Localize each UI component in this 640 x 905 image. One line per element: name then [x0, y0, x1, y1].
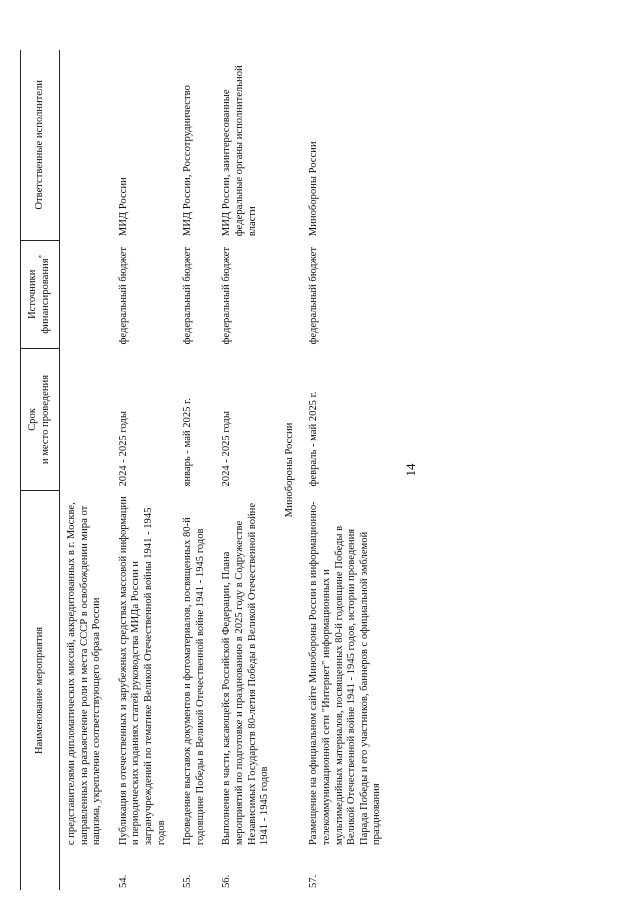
table-row: [60, 50, 112, 890]
row-term: январь - май 2025 г.: [182, 398, 194, 487]
row-number: 55.: [182, 874, 194, 888]
row-name: Размещение на официальном сайте Минобороны России в информационно-телекоммуникационной сети "Интернет" информационных и мультимедийных материалов, посвященных 80-й годовщине Победы в Великой Отечественной войне 1941 - 1945 годов, истории проведения Парада Победы и его участников, баннеров с официальной эмблемой празднования: [308, 501, 383, 846]
header-source-line1: Источники: [27, 269, 39, 320]
header-source: [21, 240, 60, 348]
table-header-row: [21, 50, 60, 890]
row-responsible: МИД России, заинтересованные федеральные органы исполнительной власти: [221, 65, 258, 237]
row-term: февраль - май 2025 г.: [308, 391, 320, 487]
table-row: [302, 50, 392, 890]
table-row: [215, 50, 279, 890]
row-number: 54.: [117, 874, 129, 888]
section-row: [280, 50, 303, 890]
section-title: Минобороны России: [283, 422, 295, 518]
header-source-mark: *: [37, 254, 46, 259]
page-number: 14: [403, 463, 418, 477]
row-source: федеральный бюджет: [117, 246, 129, 345]
row-source: федеральный бюджет: [221, 246, 233, 345]
row-name: Выполнение в части, касающейся Российской Федерации, Плана мероприятий по подготовке и празднованию в 2025 году в Содружестве Независимых Государств 80-летия Победы в Великой Отечественной войне 1941 - 1945 годов: [221, 502, 271, 846]
row-responsible: [60, 50, 112, 240]
row-name: с представителями дипломатических миссий, аккредитованных в г. Москве, направленных на разъяснение роли и места СССР в освобождении мира от нацизма, укрепление соответствующего образа России: [66, 502, 103, 846]
header-term-line1: Срок: [27, 408, 39, 431]
table-row: [112, 50, 176, 890]
header-responsible: Ответственные исполнители: [21, 50, 60, 240]
table-row: [176, 50, 215, 890]
row-responsible: МИД России, Россотрудничество: [182, 85, 194, 237]
row-responsible: Минобороны России: [308, 141, 320, 237]
header-source-line2: финансирования: [40, 258, 51, 334]
rotated-sheet: [8, 50, 568, 890]
header-name: Наименование мероприятия: [21, 490, 60, 890]
row-source: федеральный бюджет: [308, 246, 320, 345]
row-term: [60, 348, 112, 490]
row-term: 2024 - 2025 годы: [117, 411, 129, 487]
row-name: Проведение выставок документов и фотоматериалов, посвященных 80-й годовщине Победы в Великой Отечественной войне 1941 - 1945 годов: [182, 517, 206, 846]
row-number: [60, 849, 112, 890]
header-term: [21, 348, 60, 490]
row-number: 56.: [221, 874, 233, 888]
header-term-line2: и место проведения: [40, 374, 51, 465]
row-responsible: МИД России: [117, 177, 129, 237]
row-source: [60, 240, 112, 348]
events-table: [20, 50, 392, 890]
row-term: 2024 - 2025 годы: [221, 411, 233, 487]
row-name: Публикация в отечественных и зарубежных средствах массовой информации и периодических изданиях статей руководства МИДа России и загранучреждений по тематике Великой Отечественной войны 1941 - 1945 годов: [117, 496, 167, 846]
row-source: федеральный бюджет: [182, 246, 194, 345]
row-number: 57.: [308, 874, 320, 888]
